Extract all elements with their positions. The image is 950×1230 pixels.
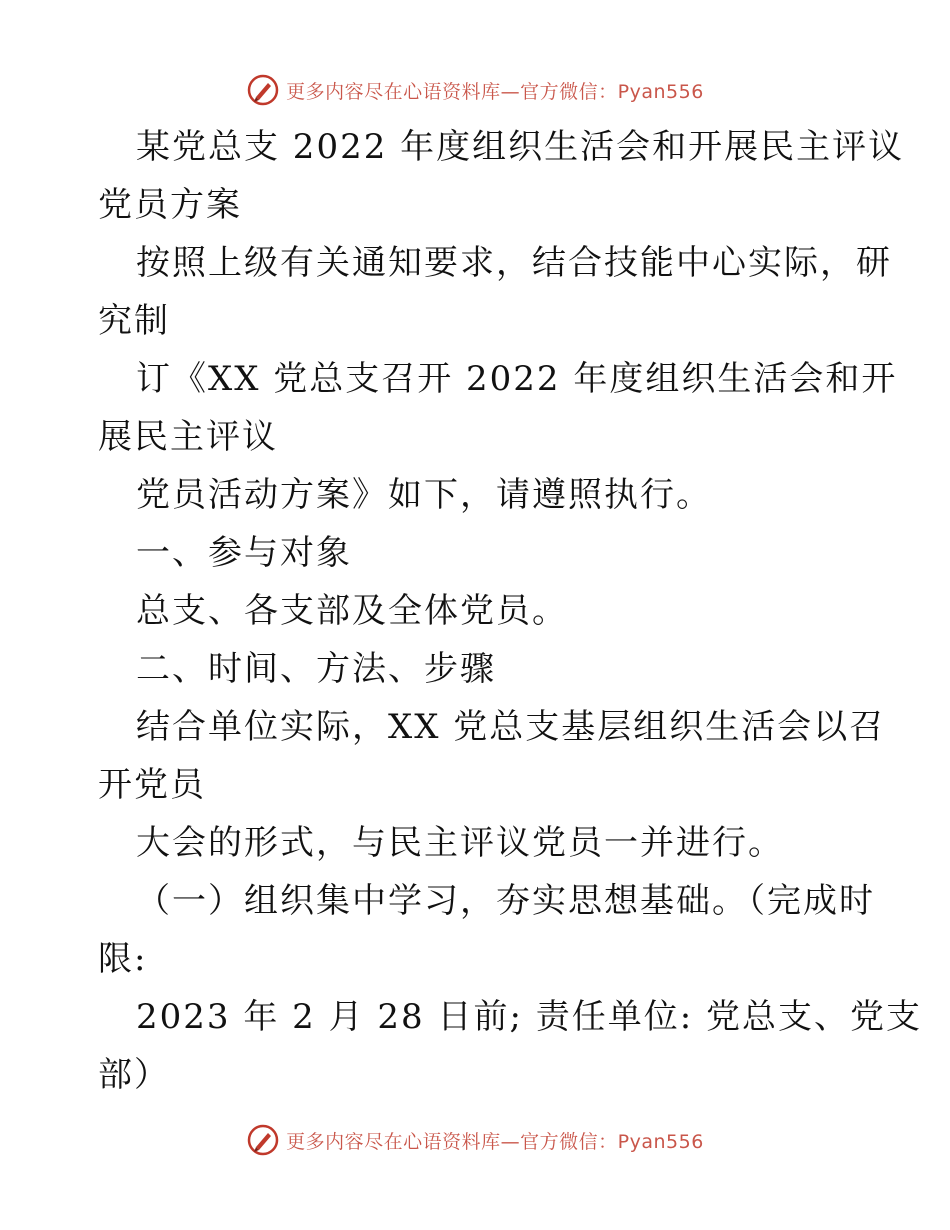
text-line: 按照上级有关通知要求，结合技能中心实际，研 [136, 243, 892, 283]
text-line: 二、时间、方法、步骤 [136, 649, 496, 689]
pen-logo-icon [246, 1123, 280, 1157]
text-line: 党员活动方案》如下，请遵照执行。 [136, 475, 712, 515]
text-line: 一、参与对象 [136, 533, 352, 573]
watermark-text: 更多内容尽在心语资料库—官方微信：Pyan556 [286, 80, 704, 103]
text-line: 限: [98, 939, 148, 979]
text-line: 开党员 [98, 765, 206, 805]
text-line: 结合单位实际，XX 党总支基层组织生活会以召 [136, 707, 886, 747]
text-line: 2023 年 2 月 28 日前; 责任单位: 党总支、党支 [136, 997, 922, 1037]
text-line: 展民主评议 [98, 417, 278, 457]
text-line: 某党总支 2022 年度组织生活会和开展民主评议 [136, 127, 905, 167]
text-line: 部） [98, 1055, 170, 1095]
text-line: （一）组织集中学习，夯实思想基础。（完成时 [136, 881, 875, 921]
text-line: 订《XX 党总支召开 2022 年度组织生活会和开 [136, 359, 898, 399]
watermark-footer [0, 1120, 950, 1160]
text-line: 大会的形式，与民主评议党员一并进行。 [136, 823, 784, 863]
document-body [98, 118, 922, 1104]
watermark-header [0, 70, 950, 110]
text-line: 究制 [98, 301, 170, 341]
pen-logo-icon [246, 73, 280, 107]
text-line: 总支、各支部及全体党员。 [136, 591, 568, 631]
watermark-text: 更多内容尽在心语资料库—官方微信：Pyan556 [286, 1130, 704, 1153]
text-line: 党员方案 [98, 185, 242, 225]
